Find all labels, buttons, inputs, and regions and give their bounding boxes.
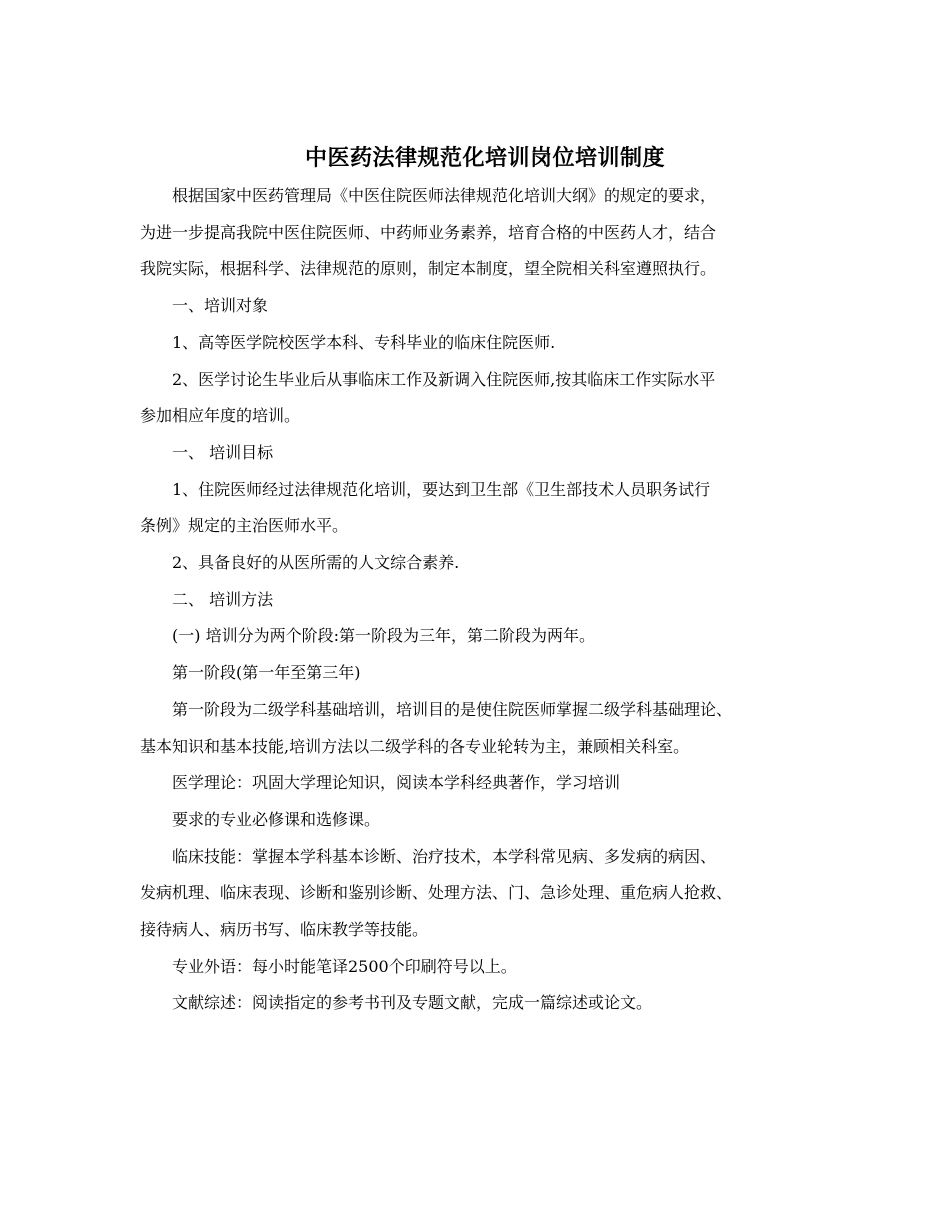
text-line: 基本知识和基本技能,培训方法以二级学科的各专业轮转为主，兼顾相关科室。 <box>140 736 690 756</box>
text-line: 为进一步提高我院中医住院医师、中药师业务素养，培育合格的中医药人才，结合 <box>140 222 717 242</box>
text-line: 专业外语：每小时能笔译2500个印刷符号以上。 <box>172 956 517 976</box>
text-line: 要求的专业必修课和选修课。 <box>172 809 381 829</box>
text-line: 我院实际，根据科学、法律规范的原则，制定本制度，望全院相关科室遵照执行。 <box>140 259 717 279</box>
text-line: 根据国家中医药管理局《中医住院医师法律规范化培训大纲》的规定的要求， <box>172 186 717 205</box>
text-line: 一、培训对象 <box>172 296 269 316</box>
text-line: 一、 培训目标 <box>172 442 274 462</box>
text-line: (一) 培训分为两个阶段:第一阶段为三年，第二阶段为两年。 <box>172 626 595 646</box>
text-line: 2、医学讨论生毕业后从事临床工作及新调入住院医师,按其临床工作实际水平 <box>172 369 716 389</box>
paragraph-lines <box>140 178 830 1022</box>
text-line: 医学理论：巩固大学理论知识，阅读本学科经典著作，学习培训 <box>172 773 621 793</box>
text-line: 文献综述：阅读指定的参考书刊及专题文献，完成一篇综述或论文。 <box>172 993 653 1013</box>
text-line: 二、 培训方法 <box>172 589 274 609</box>
text-line: 1、高等医学院校医学本科、专科毕业的临床住院医师. <box>172 332 556 352</box>
text-line: 1、住院医师经过法律规范化培训，要达到卫生部《卫生部技术人员职务试行 <box>172 479 711 499</box>
text-line: 第一阶段为二级学科基础培训，培训目的是使住院医师掌握二级学科基础理论、 <box>172 699 733 719</box>
text-line: 临床技能：掌握本学科基本诊断、治疗技术，本学科常见病、多发病的病因、 <box>172 846 717 866</box>
text-line: 2、具备良好的从医所需的人文综合素养. <box>172 553 460 573</box>
text-line: 条例》规定的主治医师水平。 <box>140 516 349 536</box>
text-line: 发病机理、临床表现、诊断和鉴别诊断、处理方法、门、急诊处理、重危病人抢救、 <box>140 883 733 903</box>
document-body <box>140 140 830 1022</box>
text-line: 参加相应年度的培训。 <box>140 406 301 426</box>
text-line: 接待病人、病历书写、临床教学等技能。 <box>140 920 429 940</box>
text-line: 第一阶段(第一年至第三年) <box>172 663 361 683</box>
document-title: 中医药法律规范化培训岗位培训制度 <box>304 145 665 171</box>
